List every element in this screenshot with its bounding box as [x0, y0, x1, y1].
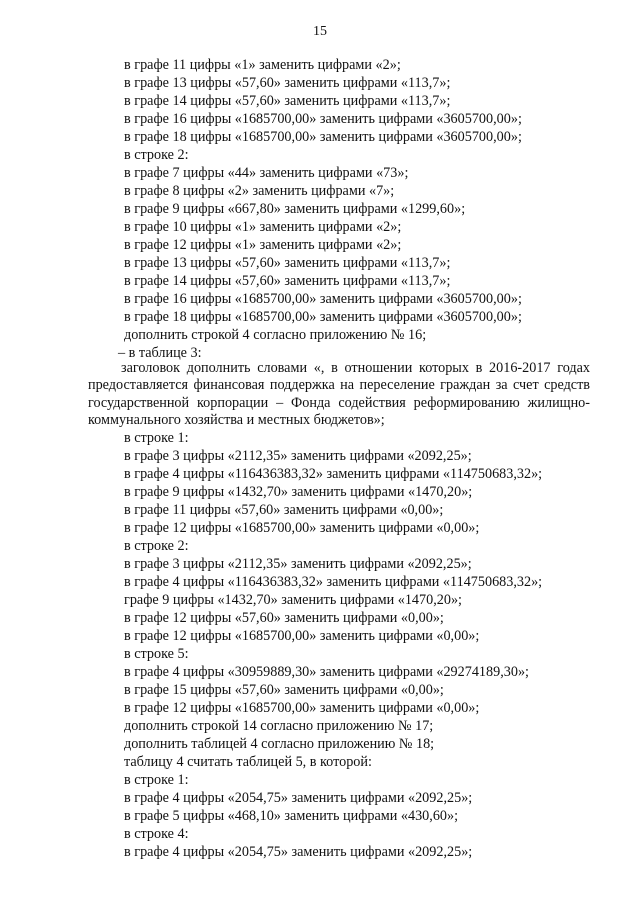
heading-amendment-paragraph: заголовок дополнить словами «, в отношении которых в 2016-2017 годах предоставляется финансовая поддержка на переселение граждан за счет средств государственной корпорации – Фонда содействия реформированию жилищно-коммунального хозяйства и местных бюджетов»;: [88, 360, 590, 428]
text-line: дополнить строкой 4 согласно приложению № 16;: [124, 327, 427, 343]
text-line: в графе 16 цифры «1685700,00» заменить цифрами «3605700,00»;: [124, 111, 522, 127]
text-line: в графе 12 цифры «1» заменить цифрами «2»;: [124, 237, 402, 253]
text-line: в графе 13 цифры «57,60» заменить цифрами «113,7»;: [124, 255, 451, 271]
text-line: в графе 3 цифры «2112,35» заменить цифрами «2092,25»;: [124, 448, 472, 464]
text-line: в графе 18 цифры «1685700,00» заменить цифрами «3605700,00»;: [124, 129, 522, 145]
text-line: в строке 4:: [124, 826, 189, 842]
text-line: в графе 4 цифры «116436383,32» заменить цифрами «114750683,32»;: [124, 466, 543, 482]
text-line: в графе 12 цифры «1685700,00» заменить цифрами «0,00»;: [124, 700, 480, 716]
text-line: в строке 1:: [124, 772, 189, 788]
text-line: в графе 18 цифры «1685700,00» заменить цифрами «3605700,00»;: [124, 309, 522, 325]
text-line: в графе 4 цифры «116436383,32» заменить цифрами «114750683,32»;: [124, 574, 543, 590]
text-line: дополнить таблицей 4 согласно приложению № 18;: [124, 736, 435, 752]
text-line: в графе 16 цифры «1685700,00» заменить цифрами «3605700,00»;: [124, 291, 522, 307]
text-line: таблицу 4 считать таблицей 5, в которой:: [124, 754, 372, 770]
text-line: в графе 12 цифры «1685700,00» заменить цифрами «0,00»;: [124, 520, 480, 536]
text-line: в графе 4 цифры «2054,75» заменить цифрами «2092,25»;: [124, 844, 473, 860]
text-line: в графе 12 цифры «1685700,00» заменить цифрами «0,00»;: [124, 628, 480, 644]
text-line: графе 9 цифры «1432,70» заменить цифрами «1470,20»;: [124, 592, 462, 608]
text-line: – в таблице 3:: [118, 345, 202, 361]
text-line: в графе 15 цифры «57,60» заменить цифрами «0,00»;: [124, 682, 444, 698]
text-line: в графе 4 цифры «30959889,30» заменить цифрами «29274189,30»;: [124, 664, 529, 680]
text-line: в графе 4 цифры «2054,75» заменить цифрами «2092,25»;: [124, 790, 473, 806]
text-line: в графе 5 цифры «468,10» заменить цифрами «430,60»;: [124, 808, 459, 824]
text-line: в графе 8 цифры «2» заменить цифрами «7»;: [124, 183, 395, 199]
text-line: в графе 3 цифры «2112,35» заменить цифрами «2092,25»;: [124, 556, 472, 572]
text-line: в строке 5:: [124, 646, 189, 662]
page-number: 15: [313, 24, 327, 39]
text-line: дополнить строкой 14 согласно приложению № 17;: [124, 718, 434, 734]
text-line: в графе 7 цифры «44» заменить цифрами «73»;: [124, 165, 409, 181]
text-line: в графе 10 цифры «1» заменить цифрами «2»;: [124, 219, 402, 235]
text-line: в строке 2:: [124, 538, 189, 554]
text-line: в графе 11 цифры «1» заменить цифрами «2»;: [124, 57, 401, 73]
text-line: в строке 1:: [124, 430, 189, 446]
text-line: в графе 14 цифры «57,60» заменить цифрами «113,7»;: [124, 273, 451, 289]
text-line: в графе 9 цифры «667,80» заменить цифрами «1299,60»;: [124, 201, 466, 217]
text-line: в графе 11 цифры «57,60» заменить цифрами «0,00»;: [124, 502, 444, 518]
text-line: в графе 12 цифры «57,60» заменить цифрами «0,00»;: [124, 610, 444, 626]
text-line: в графе 9 цифры «1432,70» заменить цифрами «1470,20»;: [124, 484, 473, 500]
text-line: в графе 13 цифры «57,60» заменить цифрами «113,7»;: [124, 75, 451, 91]
text-line: в строке 2:: [124, 147, 189, 163]
text-line: в графе 14 цифры «57,60» заменить цифрами «113,7»;: [124, 93, 451, 109]
